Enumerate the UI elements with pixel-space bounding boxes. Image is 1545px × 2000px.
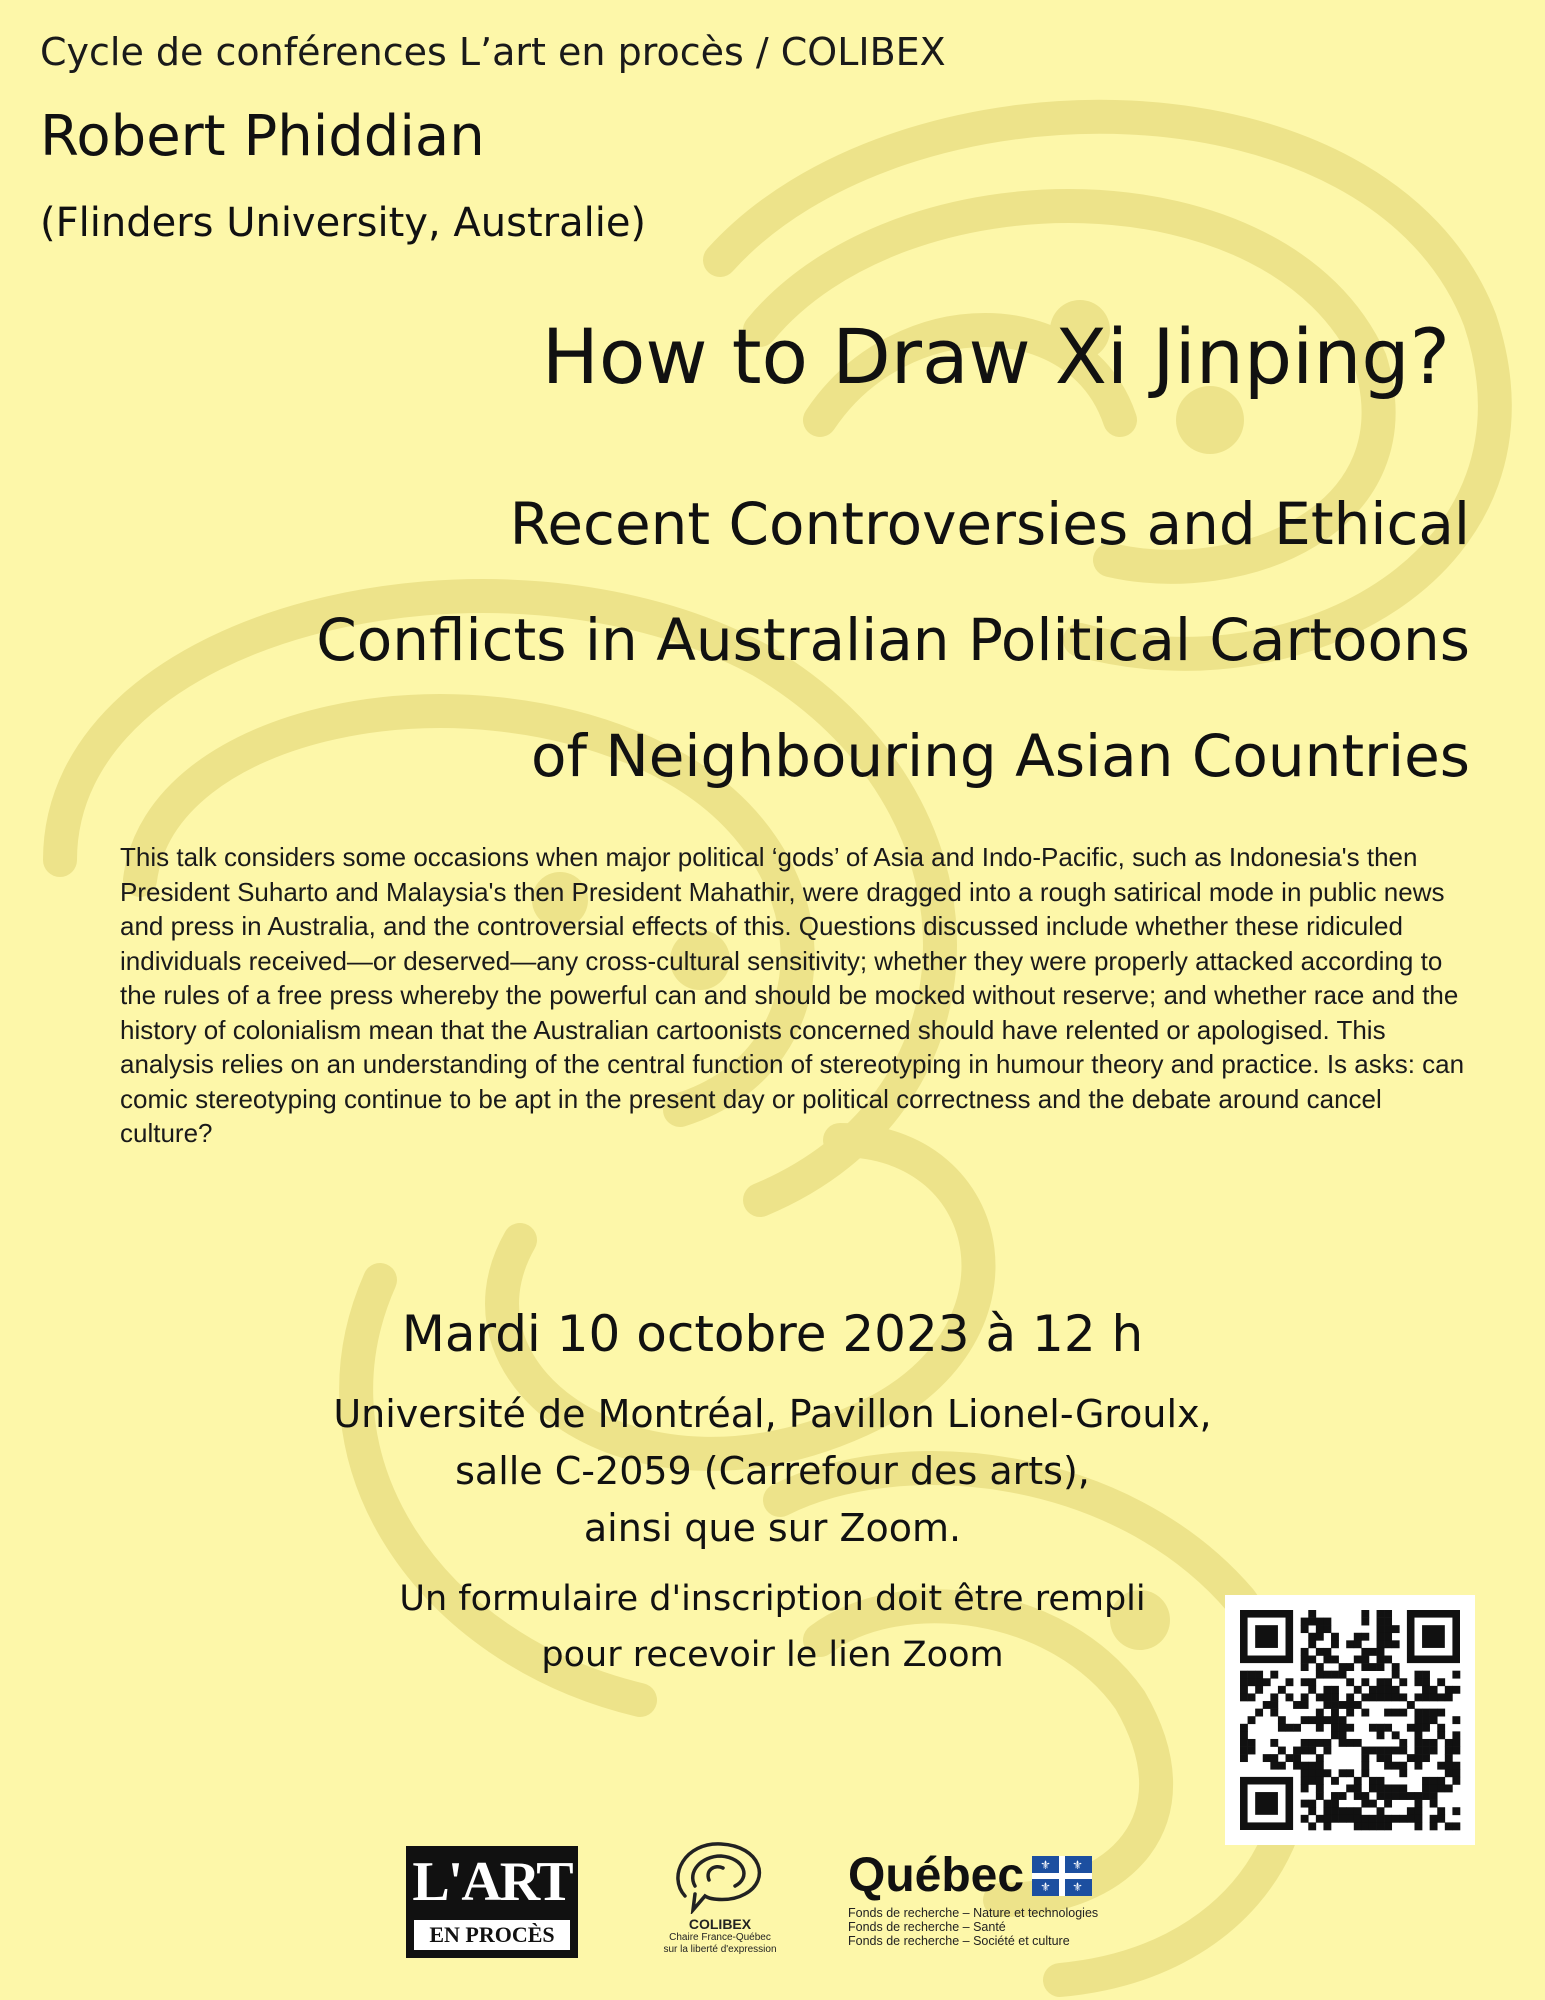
venue-line: Université de Montréal, Pavillon Lionel-Groulx, — [333, 1392, 1212, 1436]
frq-fund-line: Fonds de recherche – Société et culture — [848, 1934, 1070, 1948]
register-line: Un formulaire d'inscription doit être rempli — [399, 1579, 1146, 1619]
frq-funds-list — [848, 1906, 1128, 1948]
conference-series: Cycle de conférences L’art en procès / COLIBEX — [40, 30, 946, 74]
lart-logo-line2: EN PROCÈS — [414, 1920, 570, 1950]
talk-abstract: This talk considers some occasions when major political ‘gods’ of Asia and Indo-Pacific, such as Indonesia's then President Suharto and Malaysia's then President Mahathir, were dragged into a rough satirical mode in public news and press in Australia, and the controversial effects of this. Questions discussed include whether these ridiculed individuals received—or deserved—any cross-cultural sensitivity; whether they were properly attacked according to the rules of a free press whereby the powerful can and should be mocked without reserve; and whether race and the history of colonialism mean that the Australian cartoonists concerned should have relented or apologised. This analysis relies on an understanding of the central function of stereotyping in humour theory and practice. Is asks: can comic stereotyping continue to be apt in the present day or political correctness and the debate around cancel culture? — [120, 842, 1465, 1148]
frq-fund-line: Fonds de recherche – Santé — [848, 1920, 1006, 1934]
colibex-name: COLIBEX — [688, 1916, 752, 1932]
event-venue — [0, 1386, 1545, 1557]
qr-code-icon — [1225, 1595, 1475, 1845]
talk-title: How to Draw Xi Jinping? — [541, 312, 1450, 401]
event-date: Mardi 10 octobre 2023 à 12 h — [401, 1305, 1144, 1363]
venue-line: ainsi que sur Zoom. — [583, 1506, 962, 1550]
register-line: pour recevoir le lien Zoom — [541, 1635, 1004, 1675]
lart-logo-line1: L'ART — [412, 1851, 572, 1913]
colibex-subtitle: sur la liberté d'expression — [663, 1944, 777, 1955]
colibex-subtitle: Chaire France-Québec — [669, 1932, 771, 1943]
quebec-flag-icon: ⚜ ⚜ ⚜ ⚜ — [1032, 1856, 1092, 1896]
speaker-affiliation: (Flinders University, Australie) — [40, 200, 647, 246]
speaker-name: Robert Phiddian — [40, 104, 485, 169]
quebec-wordmark: Québec — [848, 1849, 1025, 1902]
frq-fund-line: Fonds de recherche – Nature et technologies — [848, 1906, 1099, 1920]
subtitle-line: of Neighbouring Asian Countries — [531, 722, 1470, 790]
colibex-emblem-icon — [665, 1836, 775, 1914]
colibex-logo — [640, 1836, 800, 1976]
subtitle-line: Conflicts in Australian Political Cartoons — [316, 606, 1470, 674]
venue-line: salle C-2059 (Carrefour des arts), — [455, 1449, 1090, 1493]
lart-en-proces-logo — [406, 1846, 578, 1958]
talk-subtitle — [170, 466, 1470, 814]
quebec-frq-logo — [848, 1850, 1128, 1948]
subtitle-line: Recent Controversies and Ethical — [509, 490, 1470, 558]
registration-qr-code[interactable] — [1225, 1595, 1475, 1845]
